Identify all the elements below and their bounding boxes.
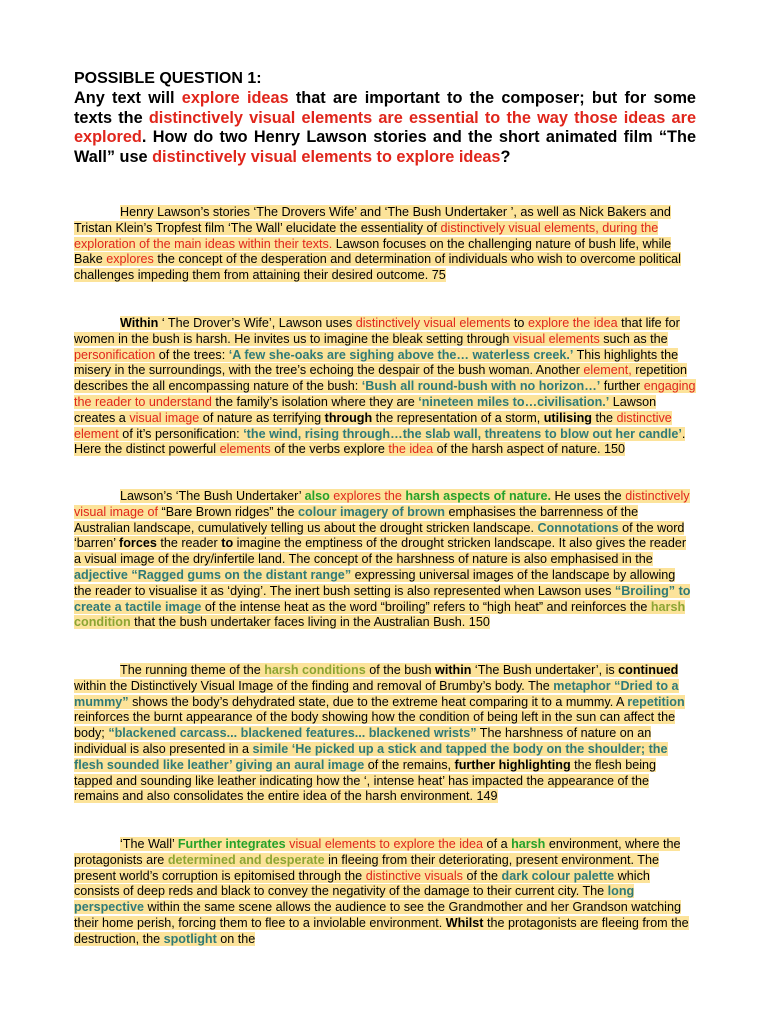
text-span: such as the: [599, 331, 668, 346]
text-span: explore the idea: [527, 316, 618, 330]
text-span: further: [600, 379, 644, 394]
text-span: utilising: [543, 410, 592, 425]
quote-span: ‘the wind, rising through…the slab wall, threatens to blow out her candle’: [243, 426, 682, 441]
text-span: distinctive element: [74, 410, 672, 441]
technique-span: Connotations: [537, 520, 619, 535]
text-span: within the Distinctively Visual Image of the finding and removal of Brumby’s body. The: [74, 678, 554, 693]
text-span: explores the: [333, 489, 402, 503]
text-span: to: [510, 316, 528, 330]
text-span: . Here the distinct powerful: [74, 426, 686, 457]
technique-span: simile ‘He picked up a stick and tapped the body on the shoulder; the flesh sounded like leather’ giving an aural image: [74, 741, 668, 772]
text-span: expressing universal images of the landscape by allowing the reader to visualise it as ‘dying’. The inert bush setting is also represented when Lawson uses: [74, 567, 676, 598]
technique-span: metaphor “Dried to a mummy”: [74, 678, 679, 709]
text-span: visual elements: [512, 331, 600, 346]
text-span: distinctively visual elements: [355, 316, 511, 330]
text-span: of nature as terrifying: [199, 410, 325, 425]
text-span: of the harsh aspect of nature. 150: [433, 442, 625, 457]
text-span: emphasises the barrenness of the Australian landscape, cumulatively telling us about the drought stricken landscape.: [74, 504, 639, 535]
text-span: reinforces the burnt appearance of the body showing how the condition of being left in the sun can affect the body;: [74, 710, 676, 741]
text-span: of a: [483, 837, 512, 851]
text-span: environment, where the protagonists are: [74, 837, 681, 867]
text-span: Whilst: [445, 915, 484, 930]
question-text: [74, 89, 696, 168]
question-title: POSSIBLE QUESTION 1:: [74, 70, 262, 87]
text-span: harsh conditions: [264, 663, 366, 677]
technique-span: adjective “Ragged gums on the distant range”: [74, 567, 352, 582]
text-span: shows the body’s dehydrated state, due to the extreme heat comparing it to a mummy. A: [128, 694, 628, 709]
text-span: ‘ The Drover’s Wife’, Lawson uses: [158, 316, 356, 330]
technique-span: long perspective: [74, 884, 635, 915]
text-span: Lawson creates a: [74, 394, 657, 425]
text-span: personification: [74, 347, 156, 362]
question-block: [74, 69, 696, 168]
text-span: repetition describes the all encompassing nature of the bush:: [74, 363, 688, 394]
text-span: distinctive visuals: [365, 868, 463, 883]
text-span: within the same scene allows the audience to see the Grandmother and her Grandson watching their home perish, forcing them to flee to a inviolable environment.: [74, 900, 681, 930]
text-span: of the: [462, 868, 502, 883]
text-span: the protagonists are fleeing from the destruction, the: [74, 915, 689, 946]
technique-span: “Broiling” to create a tactile image: [74, 583, 691, 614]
text-span: of it’s personification:: [118, 426, 244, 441]
quote-span: ‘nineteen miles to…civilisation.’: [418, 394, 610, 409]
question-highlight: distinctively visual elements to explore ideas: [152, 148, 501, 167]
text-span: The running theme of the: [120, 663, 265, 677]
text-span: ‘The Bush undertaker’, is: [471, 663, 619, 677]
text-span: of the word ‘barren’: [74, 520, 685, 551]
technique-span: spotlight: [163, 931, 217, 946]
paragraph-intro: [74, 205, 696, 284]
text-span: in fleeing from their deteriorating, present environment. The present world’s corruption is epitomised through the: [74, 852, 659, 883]
text-span: of the verbs explore: [270, 442, 389, 457]
text-span: also: [304, 489, 330, 503]
text-span: Lawson focuses on the challenging nature of bush life, while Bake: [74, 236, 672, 267]
text-span: explores: [106, 252, 154, 267]
text-span: Within: [120, 316, 159, 330]
text-span: the reader: [156, 536, 222, 551]
paragraph-bush-undertaker: [74, 489, 696, 631]
text-span: harsh aspects of nature.: [405, 489, 551, 503]
text-span: of the bush: [365, 663, 436, 677]
text-span: Henry Lawson’s stories ‘The Drovers Wife’ and ‘The Bush Undertaker ’, as well as Nick Bakers and Tristan Klein’s Tropfest film ‘The Wall’ elucidate the essentiality of: [74, 205, 671, 235]
text-span: harsh: [511, 837, 546, 851]
text-span: Lawson’s ‘The Bush Undertaker’: [120, 489, 305, 503]
technique-span: “blackened carcass... blackened features... blackened wrists”: [108, 726, 477, 741]
text-span: of the remains,: [364, 757, 455, 772]
text-span: further highlighting: [454, 757, 571, 772]
text-span: the flesh being tapped and sounding like leather indicating how the ‘, intense heat’ has impacted the appearance of the remains and also consolidates the entire idea of the harsh environment. 149: [74, 757, 657, 804]
text-span: distinctively visual elements, during the exploration of the main ideas within their texts.: [74, 220, 659, 251]
question-text-span: Any text will: [74, 89, 182, 107]
technique-span: dark colour palette: [501, 868, 615, 883]
text-span: that the bush undertaker faces living in the Australian Bush. 150: [130, 615, 490, 630]
text-span: elements: [219, 442, 271, 457]
technique-span: repetition: [627, 694, 685, 709]
question-text-span: ?: [500, 148, 511, 167]
text-span: which consists of deep reds and black to convey the negativity of the damage to their current city. The: [74, 868, 650, 899]
text-span: visual elements to explore the idea: [289, 837, 484, 851]
text-span: the family’s isolation where they are: [211, 394, 419, 409]
text-span: the concept of the desperation and determination of individuals who wish to overcome political challenges impeding them from attaining their desired outcome. 75: [74, 252, 681, 283]
text-span: of the trees:: [155, 347, 229, 362]
text-span: on the: [216, 931, 256, 946]
text-span: of the intense heat as the word “broiling” refers to “high heat” and reinforces the: [201, 599, 651, 614]
text-span: the: [591, 410, 617, 425]
text-span: imagine the emptiness of the drought stricken landscape. It also gives the reader a visual image of the dry/infertile land. The concept of the harshness of nature is also emphasised in the: [74, 536, 687, 567]
text-span: within: [435, 663, 472, 677]
question-highlight: distinctively visual elements are essential to the way those ideas are explored: [74, 108, 696, 147]
text-span: to: [221, 536, 234, 551]
quote-span: ‘Bush all round-bush with no horizon…’: [361, 379, 601, 394]
text-span: harsh condition: [74, 599, 686, 630]
text-span: Further integrates: [177, 837, 286, 851]
question-text-span: that are important to the composer; but for some texts the: [74, 89, 696, 127]
text-span: engaging the reader to understand: [74, 379, 696, 409]
technique-span: colour imagery of brown: [298, 504, 445, 519]
text-span: He uses the: [550, 489, 626, 503]
text-span: the idea: [388, 442, 434, 457]
text-span: through: [324, 410, 373, 425]
text-span: ‘The Wall’: [120, 837, 178, 851]
text-span: This highlights the misery in the surroundings, with the tree’s echoing the despair of the bush woman. Another: [74, 347, 679, 378]
question-text-span: . How do two Henry Lawson stories and the short animated film “The Wall” use: [74, 128, 696, 167]
paragraph-the-wall: [74, 837, 696, 948]
text-span: “Bare Brown ridges” the: [158, 504, 298, 519]
text-span: the representation of a storm,: [372, 410, 544, 425]
question-highlight: explore ideas: [181, 89, 289, 107]
text-span: continued: [618, 663, 679, 677]
text-span: The harshness of nature on an individual is also presented in a: [74, 726, 652, 756]
quote-span: ‘A few she-oaks are sighing above the… waterless creek.’: [228, 347, 574, 362]
text-span: forces: [119, 536, 157, 551]
text-span: element,: [583, 363, 632, 378]
text-span: determined and desperate: [167, 852, 325, 867]
paragraph-drovers-wife: [74, 316, 696, 458]
text-span: visual image: [129, 410, 200, 425]
paragraph-harsh-conditions: [74, 663, 696, 805]
text-span: that life for women in the bush is harsh. He invites us to imagine the bleak setting through: [74, 316, 680, 346]
text-span: distinctively visual image of: [74, 489, 690, 519]
